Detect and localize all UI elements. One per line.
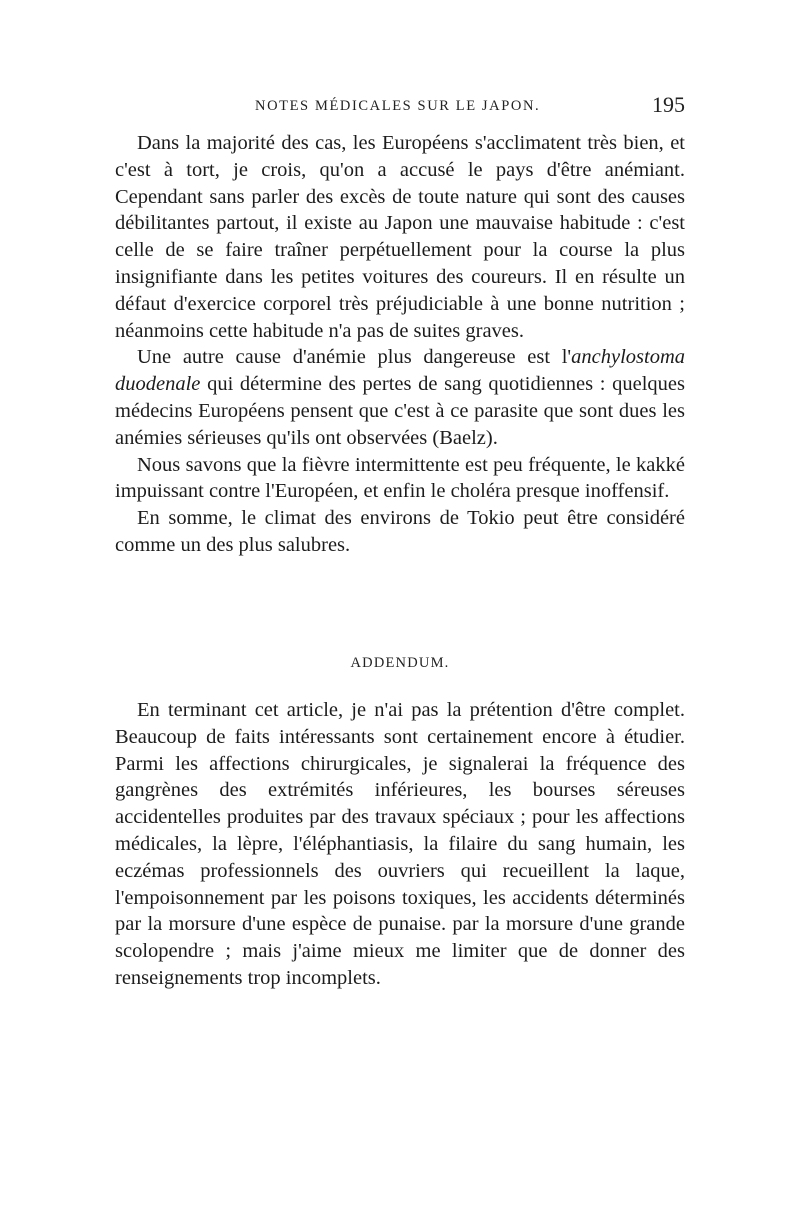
paragraph-anemie: [115, 344, 685, 451]
main-text: [115, 130, 685, 559]
paragraph-fievre: Nous savons que la fièvre intermittente est peu fréquente, le kakké impuissant contre l'Européen, et enfin le choléra presque inoffensif.: [115, 453, 685, 503]
paragraph-climat: En somme, le climat des environs de Tokio peut être considéré comme un des plus salubres.: [115, 507, 685, 556]
addendum-text: [115, 697, 685, 992]
addendum-heading: ADDENDUM.: [350, 655, 450, 671]
parasite-name: anchylostoma duodenale: [115, 346, 685, 396]
paragraph-anemie-end: qui détermine des pertes de sang quotidiennes : quelques médecins Européens pensent que c'est à ce parasite que sont dues les anémies sérieuses qu'ils ont observées (Baelz).: [115, 373, 685, 449]
running-head: [115, 92, 685, 122]
paragraph-addendum: En terminant cet article, je n'ai pas la prétention d'être complet. Beaucoup de faits intéressants sont certainement encore à étudier. Parmi les affections chirurgicales, je signalerai la fréquence des gangrènes des extrémités inférieures, les bourses séreuses accidentelles produites par des travaux spéciaux ; pour les affections médicales, la lèpre, l'éléphantiasis, la filaire du sang humain, les eczémas professionnels des ouvriers qui recueillent la laque, l'empoisonnement par les poisons toxiques, les accidents déterminés par la morsure d'une espèce de punaise. par la morsure d'une grande scolopendre ; mais j'aime mieux me limiter que de donner des renseignements trop incomplets.: [115, 699, 685, 989]
paragraph-acclimatation: Dans la majorité des cas, les Européens s'acclimatent très bien, et c'est à tort, je crois, qu'on a accusé le pays d'être anémiant. Cependant sans parler des excès de toute nature qui sont des causes débilitantes partout, il existe au Japon une mauvaise habitude : c'est celle de se faire traîner perpétuellement pour la course la plus insignifiante dans les petites voitures des coureurs. Il en résulte un défaut d'exercice corporel très préjudiciable à une bonne nutrition ; néanmoins cette habitude n'a pas de suites graves.: [115, 132, 685, 342]
running-title: NOTES MÉDICALES SUR LE JAPON.: [255, 98, 541, 114]
page-number: 195: [652, 92, 685, 117]
paragraph-anemie-start: Une autre cause d'anémie plus dangereuse est l': [137, 346, 572, 369]
